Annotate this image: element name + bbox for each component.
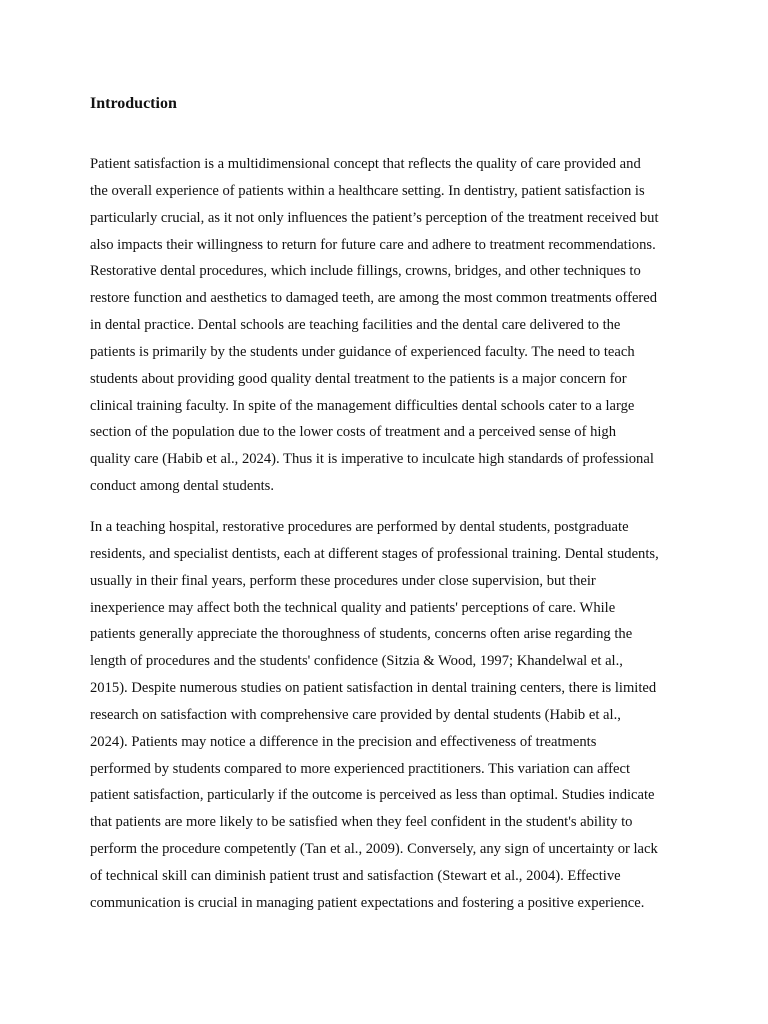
paragraph-2-line: of technical skill can diminish patient trust and satisfaction (Stewart et al., 2004). Effective <box>90 867 621 884</box>
paragraph-2-line: research on satisfaction with comprehensive care provided by dental students (Habib et al., <box>90 706 621 723</box>
paragraph-2-line: inexperience may affect both the technical quality and patients' perceptions of care. While <box>90 599 616 616</box>
paragraph-2-line: In a teaching hospital, restorative procedures are performed by dental students, postgraduate <box>90 519 629 535</box>
paragraph-2-line: patient satisfaction, particularly if the outcome is perceived as less than optimal. Studies indicate <box>90 787 655 804</box>
paragraph-2-line: performed by students compared to more experienced practitioners. This variation can affect <box>90 760 631 777</box>
paragraph-2-line: patients generally appreciate the thoroughness of students, concerns often arise regarding the <box>90 626 633 643</box>
paragraph-2-line: length of procedures and the students' confidence (Sitzia & Wood, 1997; Khandelwal et al., <box>90 653 623 670</box>
paragraph-2-line: 2015). Despite numerous studies on patient satisfaction in dental training centers, there is limited <box>90 680 657 697</box>
paragraph-2-line: perform the procedure competently (Tan et al., 2009). Conversely, any sign of uncertainty or lack <box>90 841 658 858</box>
paragraph-1-line: Patient satisfaction is a multidimensional concept that reflects the quality of care provided and <box>90 156 641 172</box>
paragraph-1-line: students about providing good quality dental treatment to the patients is a major concern for <box>90 370 627 387</box>
paragraph-1-line: Restorative dental procedures, which include fillings, crowns, bridges, and other techniques to <box>90 263 641 280</box>
paragraph-1-line: particularly crucial, as it not only influences the patient’s perception of the treatment received but <box>90 209 659 226</box>
paragraph-2-line: that patients are more likely to be satisfied when they feel confident in the student's ability to <box>90 814 633 831</box>
paragraph-2-line: 2024). Patients may notice a difference in the precision and effectiveness of treatments <box>90 733 597 750</box>
paragraph-2-line: communication is crucial in managing patient expectations and fostering a positive experience. <box>90 894 645 911</box>
paragraph-1-line: also impacts their willingness to return for future care and adhere to treatment recommendations. <box>90 236 656 253</box>
paragraph-1-line: section of the population due to the lower costs of treatment and a perceived sense of high <box>90 424 617 441</box>
paragraph-1-line: conduct among dental students. <box>90 478 275 495</box>
section-heading: Introduction <box>90 95 177 112</box>
paragraph-2-line: usually in their final years, perform these procedures under close supervision, but their <box>90 572 596 589</box>
paragraph-1-line: in dental practice. Dental schools are teaching facilities and the dental care delivered to the <box>90 317 621 334</box>
paragraph-1-line: patients is primarily by the students under guidance of experienced faculty. The need to teach <box>90 343 635 360</box>
paragraph-1 <box>90 151 690 500</box>
paragraph-2-line: residents, and specialist dentists, each at different stages of professional training. Dental students, <box>90 545 659 562</box>
paragraph-1-line: restore function and aesthetics to damaged teeth, are among the most common treatments offered <box>90 290 658 307</box>
paragraph-1-line: clinical training faculty. In spite of the management difficulties dental schools cater to a large <box>90 397 635 414</box>
paragraph-1-line: the overall experience of patients within a healthcare setting. In dentistry, patient satisfaction is <box>90 182 645 199</box>
paragraph-2 <box>90 514 690 917</box>
paragraph-1-line: quality care (Habib et al., 2024). Thus it is imperative to inculcate high standards of professional <box>90 451 654 468</box>
